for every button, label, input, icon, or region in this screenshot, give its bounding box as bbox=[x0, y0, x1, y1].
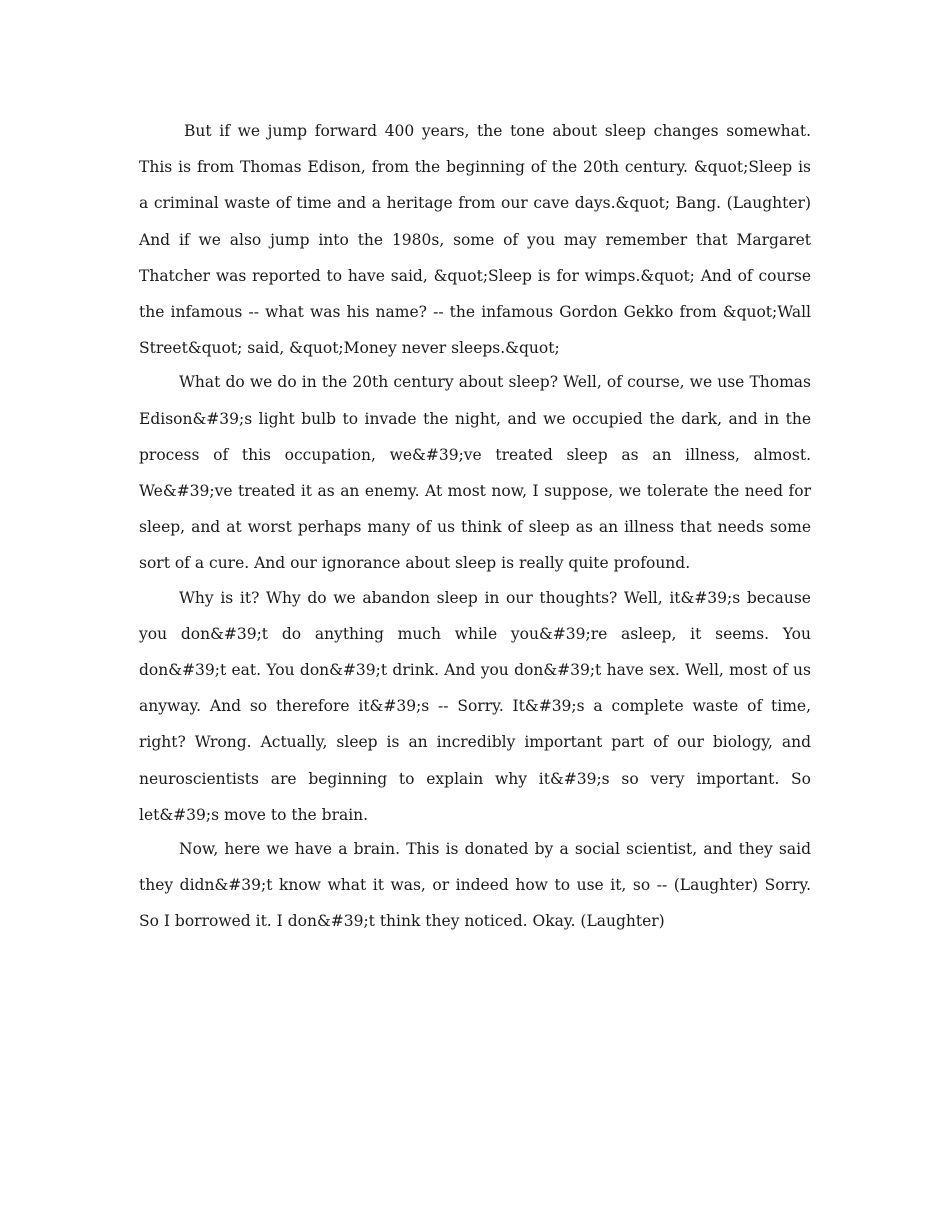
paragraph-3: Why is it? Why do we abandon sleep in our thoughts? Well, it&#39;s because you don&#39;t do anything much while you&#39;re asleep, it seems. You don&#39;t eat. You don&#39;t drink. And you don&#39;t have sex. Well, most of us anyway. And so therefore it&#39;s -- Sorry. It&#39;s a complete waste of time, right? Wrong. Actually, sleep is an incredibly important part of our biology, and neuroscientists are beginning to explain why it&#39;s so very important. So let&#39;s move to the brain. bbox=[139, 588, 811, 824]
paragraph-4: Now, here we have a brain. This is donated by a social scientist, and they said they didn&#39;t know what it was, or indeed how to use it, so -- (Laughter) Sorry. So I borrowed it. I don&#39;t think they noticed. Okay. (Laughter) bbox=[139, 840, 811, 931]
body-text bbox=[139, 113, 811, 938]
paragraph-2: What do we do in the 20th century about sleep? Well, of course, we use Thomas Edison&#39;s light bulb to invade the night, and we occupied the dark, and in the process of this occupation, we&#39;ve treated sleep as an illness, almost. We&#39;ve treated it as an enemy. At most now, I suppose, we tolerate the need for sleep, and at worst perhaps many of us think of sleep as an illness that needs some sort of a cure. And our ignorance about sleep is really quite profound. bbox=[139, 373, 811, 573]
paragraph-1: But if we jump forward 400 years, the tone about sleep changes somewhat. This is from Thomas Edison, from the beginning of the 20th century. &quot;Sleep is a criminal waste of time and a heritage from our cave days.&quot; Bang. (Laughter) And if we also jump into the 1980s, some of you may remember that Margaret Thatcher was reported to have said, &quot;Sleep is for wimps.&quot; And of course the infamous -- what was his name? -- the infamous Gordon Gekko from &quot;Wall Street&quot; said, &quot;Money never sleeps.&quot; bbox=[139, 122, 811, 358]
